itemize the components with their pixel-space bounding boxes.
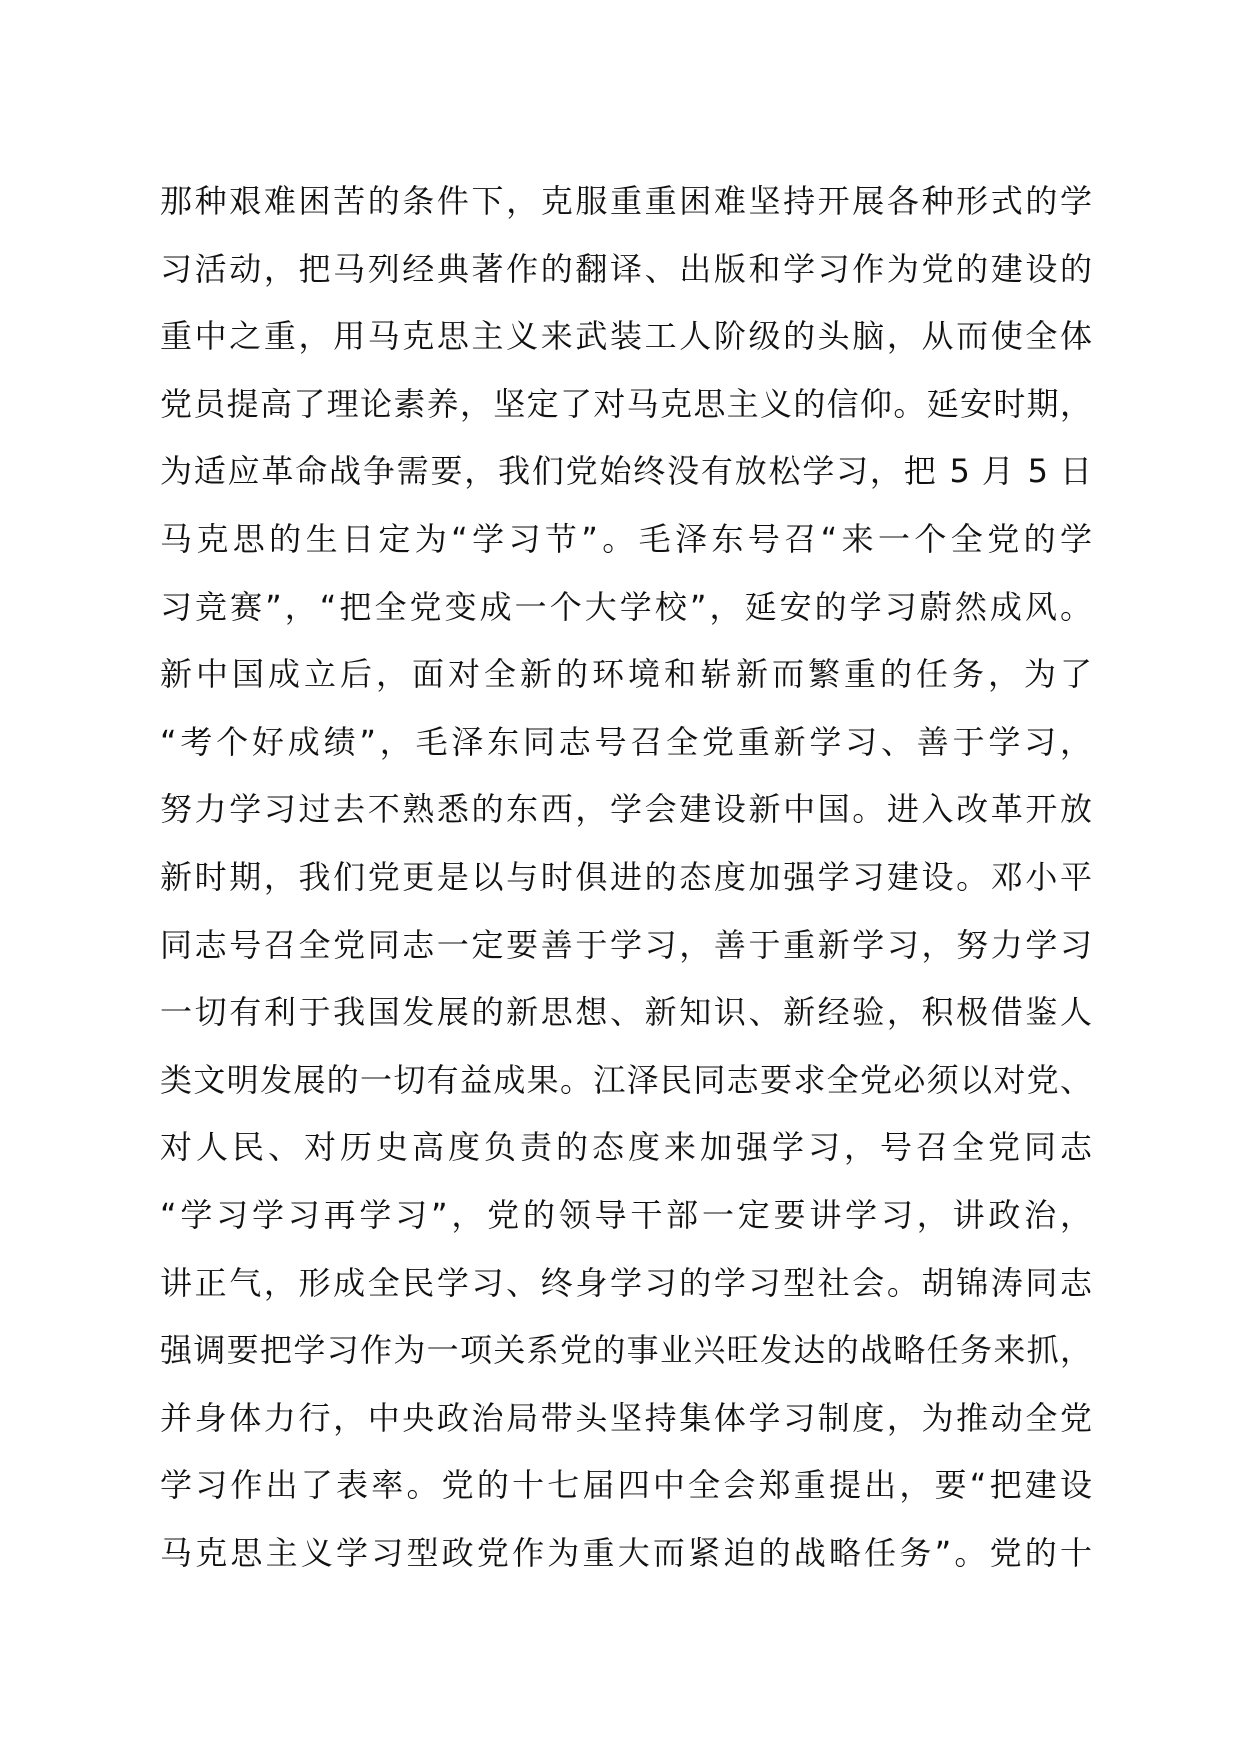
text-line: 一切有利于我国发展的新思想、新知识、新经验，积极借鉴人 — [160, 993, 1092, 1032]
text-line: 新时期，我们党更是以与时俱进的态度加强学习建设。邓小平 — [160, 857, 1092, 896]
text-line: 那种艰难困苦的条件下，克服重重困难坚持开展各种形式的学 — [160, 182, 1092, 220]
text-line: 新中国成立后，面对全新的环境和崭新而繁重的任务，为了 — [160, 655, 1092, 694]
text-line: 学习作出了表率。党的十七届四中全会郑重提出，要“把建设 — [160, 1466, 1092, 1505]
text-line: 习活动，把马列经典著作的翻译、出版和学习作为党的建设的 — [160, 249, 1092, 288]
text-line: 重中之重，用马克思主义来武装工人阶级的头脑，从而使全体 — [160, 317, 1092, 356]
text-line: “考个好成绩”，毛泽东同志号召全党重新学习、善于学习， — [160, 722, 1092, 761]
body-paragraph — [160, 168, 1092, 1587]
text-line: 强调要把学习作为一项关系党的事业兴旺发达的战略任务来抓， — [160, 1331, 1092, 1370]
text-line: 对人民、对历史高度负责的态度来加强学习，号召全党同志 — [160, 1128, 1092, 1167]
text-line: 马克思的生日定为“学习节”。毛泽东号召“来一个全党的学 — [160, 519, 1092, 558]
text-line: 努力学习过去不熟悉的东西，学会建设新中国。进入改革开放 — [160, 790, 1092, 829]
text-line: 习竞赛”，“把全党变成一个大学校”，延安的学习蔚然成风。 — [160, 587, 1092, 626]
text-line: 马克思主义学习型政党作为重大而紧迫的战略任务”。党的十 — [160, 1533, 1092, 1572]
text-line: 党员提高了理论素养，坚定了对马克思主义的信仰。延安时期， — [160, 384, 1092, 423]
text-line: 为适应革命战争需要，我们党始终没有放松学习，把 5 月 5 日 — [160, 452, 1092, 491]
text-line: 类文明发展的一切有益成果。江泽民同志要求全党必须以对党、 — [160, 1060, 1092, 1099]
text-line: “学习学习再学习”，党的领导干部一定要讲学习，讲政治， — [160, 1195, 1092, 1234]
text-line: 并身体力行，中央政治局带头坚持集体学习制度，为推动全党 — [160, 1398, 1092, 1437]
text-line: 讲正气，形成全民学习、终身学习的学习型社会。胡锦涛同志 — [160, 1263, 1092, 1302]
text-line: 同志号召全党同志一定要善于学习，善于重新学习，努力学习 — [160, 925, 1092, 964]
